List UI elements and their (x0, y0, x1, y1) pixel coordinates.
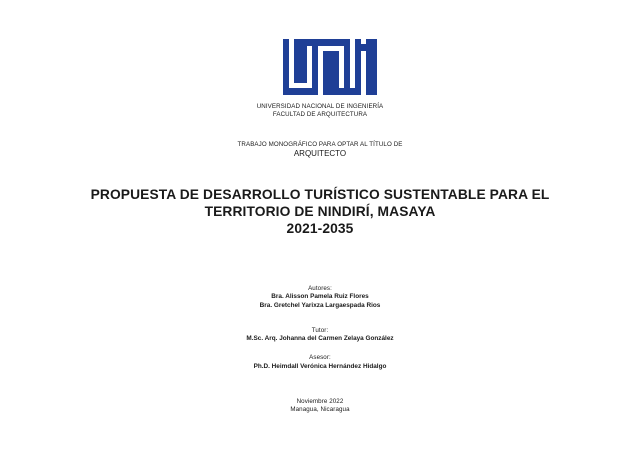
degree-title: ARQUITECTO (293, 149, 347, 158)
place: Managua, Nicaragua (290, 406, 350, 413)
thesis-title-line2: TERRITORIO DE NINDIRÍ, MASAYA (204, 204, 436, 219)
author-name: Bra. Gretchel Yarixza Largaespada Rios (259, 302, 381, 309)
degree-label: TRABAJO MONOGRÁFICO PARA OPTAR AL TÍTULO DE (237, 141, 403, 148)
tutor-label: Tutor: (311, 327, 329, 334)
university-name: UNIVERSIDAD NACIONAL DE INGENIERÍA (256, 103, 384, 110)
date: Noviembre 2022 (296, 398, 344, 405)
authors-label: Autores: (308, 285, 332, 292)
advisor-name: Ph.D. Heimdall Verónica Hernández Hidalgo (253, 363, 387, 370)
faculty-name: FACULTAD DE ARQUITECTURA (272, 111, 368, 118)
advisor-label: Asesor: (309, 354, 331, 361)
author-name: Bra. Alisson Pamela Ruiz Flores (271, 293, 369, 300)
thesis-title-line1: PROPUESTA DE DESARROLLO TURÍSTICO SUSTENTABLE PARA EL (90, 187, 550, 202)
thesis-years: 2021-2035 (286, 221, 354, 236)
uni-logo-icon (283, 39, 377, 95)
tutor-name: M.Sc. Arq. Johanna del Carmen Zelaya González (246, 335, 394, 342)
